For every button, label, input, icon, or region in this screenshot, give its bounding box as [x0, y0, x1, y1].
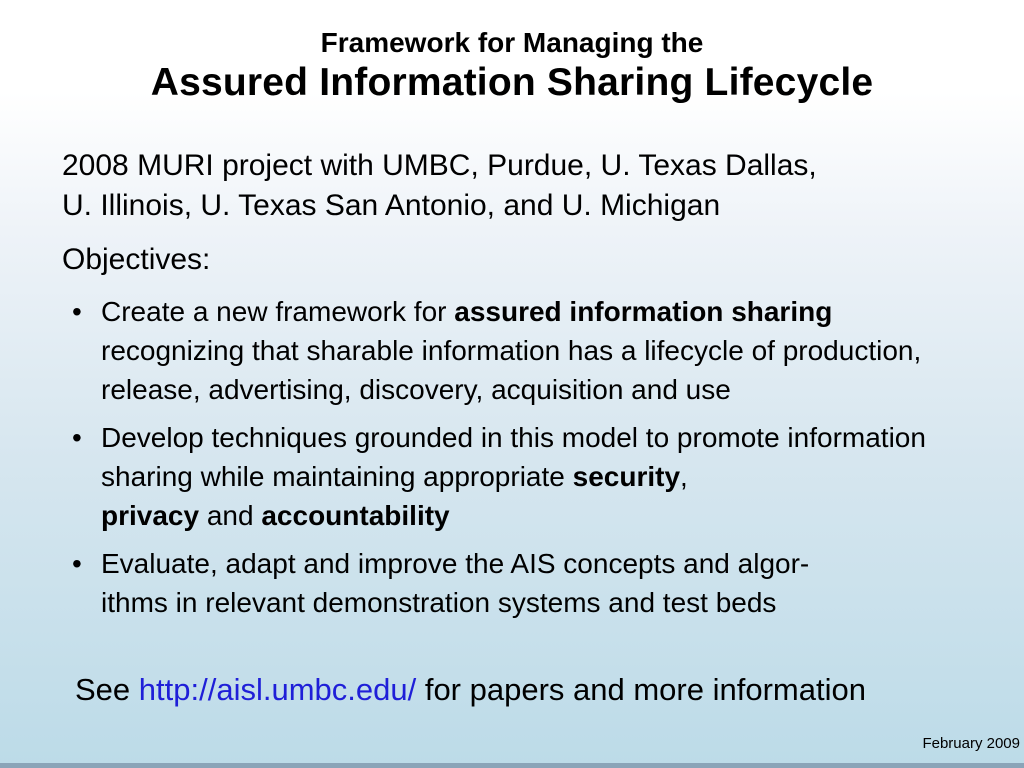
aisl-link[interactable]: http://aisl.umbc.edu/ — [138, 672, 417, 707]
bullet-text: , — [680, 461, 688, 492]
see-more-line — [75, 670, 866, 710]
list-item — [72, 544, 972, 622]
bullet-bold-text: accountability — [261, 500, 450, 531]
bullet-icon: • — [72, 422, 82, 453]
bullet-bold-text: security — [572, 461, 681, 492]
bullet-text: Develop techniques grounded in this model to promote information sharing while maintaining appropriate — [101, 422, 926, 492]
bullet-bold-text: assured information sharing — [454, 296, 833, 327]
slide-title — [0, 26, 1024, 106]
intro-line-2: U. Illinois, U. Texas San Antonio, and U. Michigan — [62, 189, 721, 222]
bullet-bold-text: privacy — [101, 500, 200, 531]
bullet-text: Evaluate, adapt and improve the AIS concepts and algor- — [101, 548, 810, 579]
slide-date: February 2009 — [922, 735, 1020, 752]
bullet-icon: • — [72, 296, 82, 327]
bullet-text: Create a new framework for — [101, 296, 455, 327]
list-item — [72, 418, 972, 535]
title-line-1: Framework for Managing the — [320, 27, 704, 58]
bullet-icon: • — [72, 548, 82, 579]
list-item — [72, 292, 972, 409]
bottom-divider — [0, 763, 1024, 768]
objectives-label: Objectives: — [62, 243, 211, 276]
objectives-list — [72, 292, 972, 631]
intro-text — [62, 146, 1002, 226]
see-prefix: See — [75, 672, 139, 707]
title-line-2: Assured Information Sharing Lifecycle — [150, 61, 874, 104]
see-suffix: for papers and more information — [416, 672, 866, 707]
bullet-text: ithms in relevant demonstration systems and test beds — [101, 587, 777, 618]
intro-line-1: 2008 MURI project with UMBC, Purdue, U. Texas Dallas, — [62, 149, 817, 182]
bullet-text: and — [199, 500, 262, 531]
bullet-text: recognizing that sharable information has a lifecycle of production, release, advertising, discovery, acquisition and use — [101, 335, 922, 405]
